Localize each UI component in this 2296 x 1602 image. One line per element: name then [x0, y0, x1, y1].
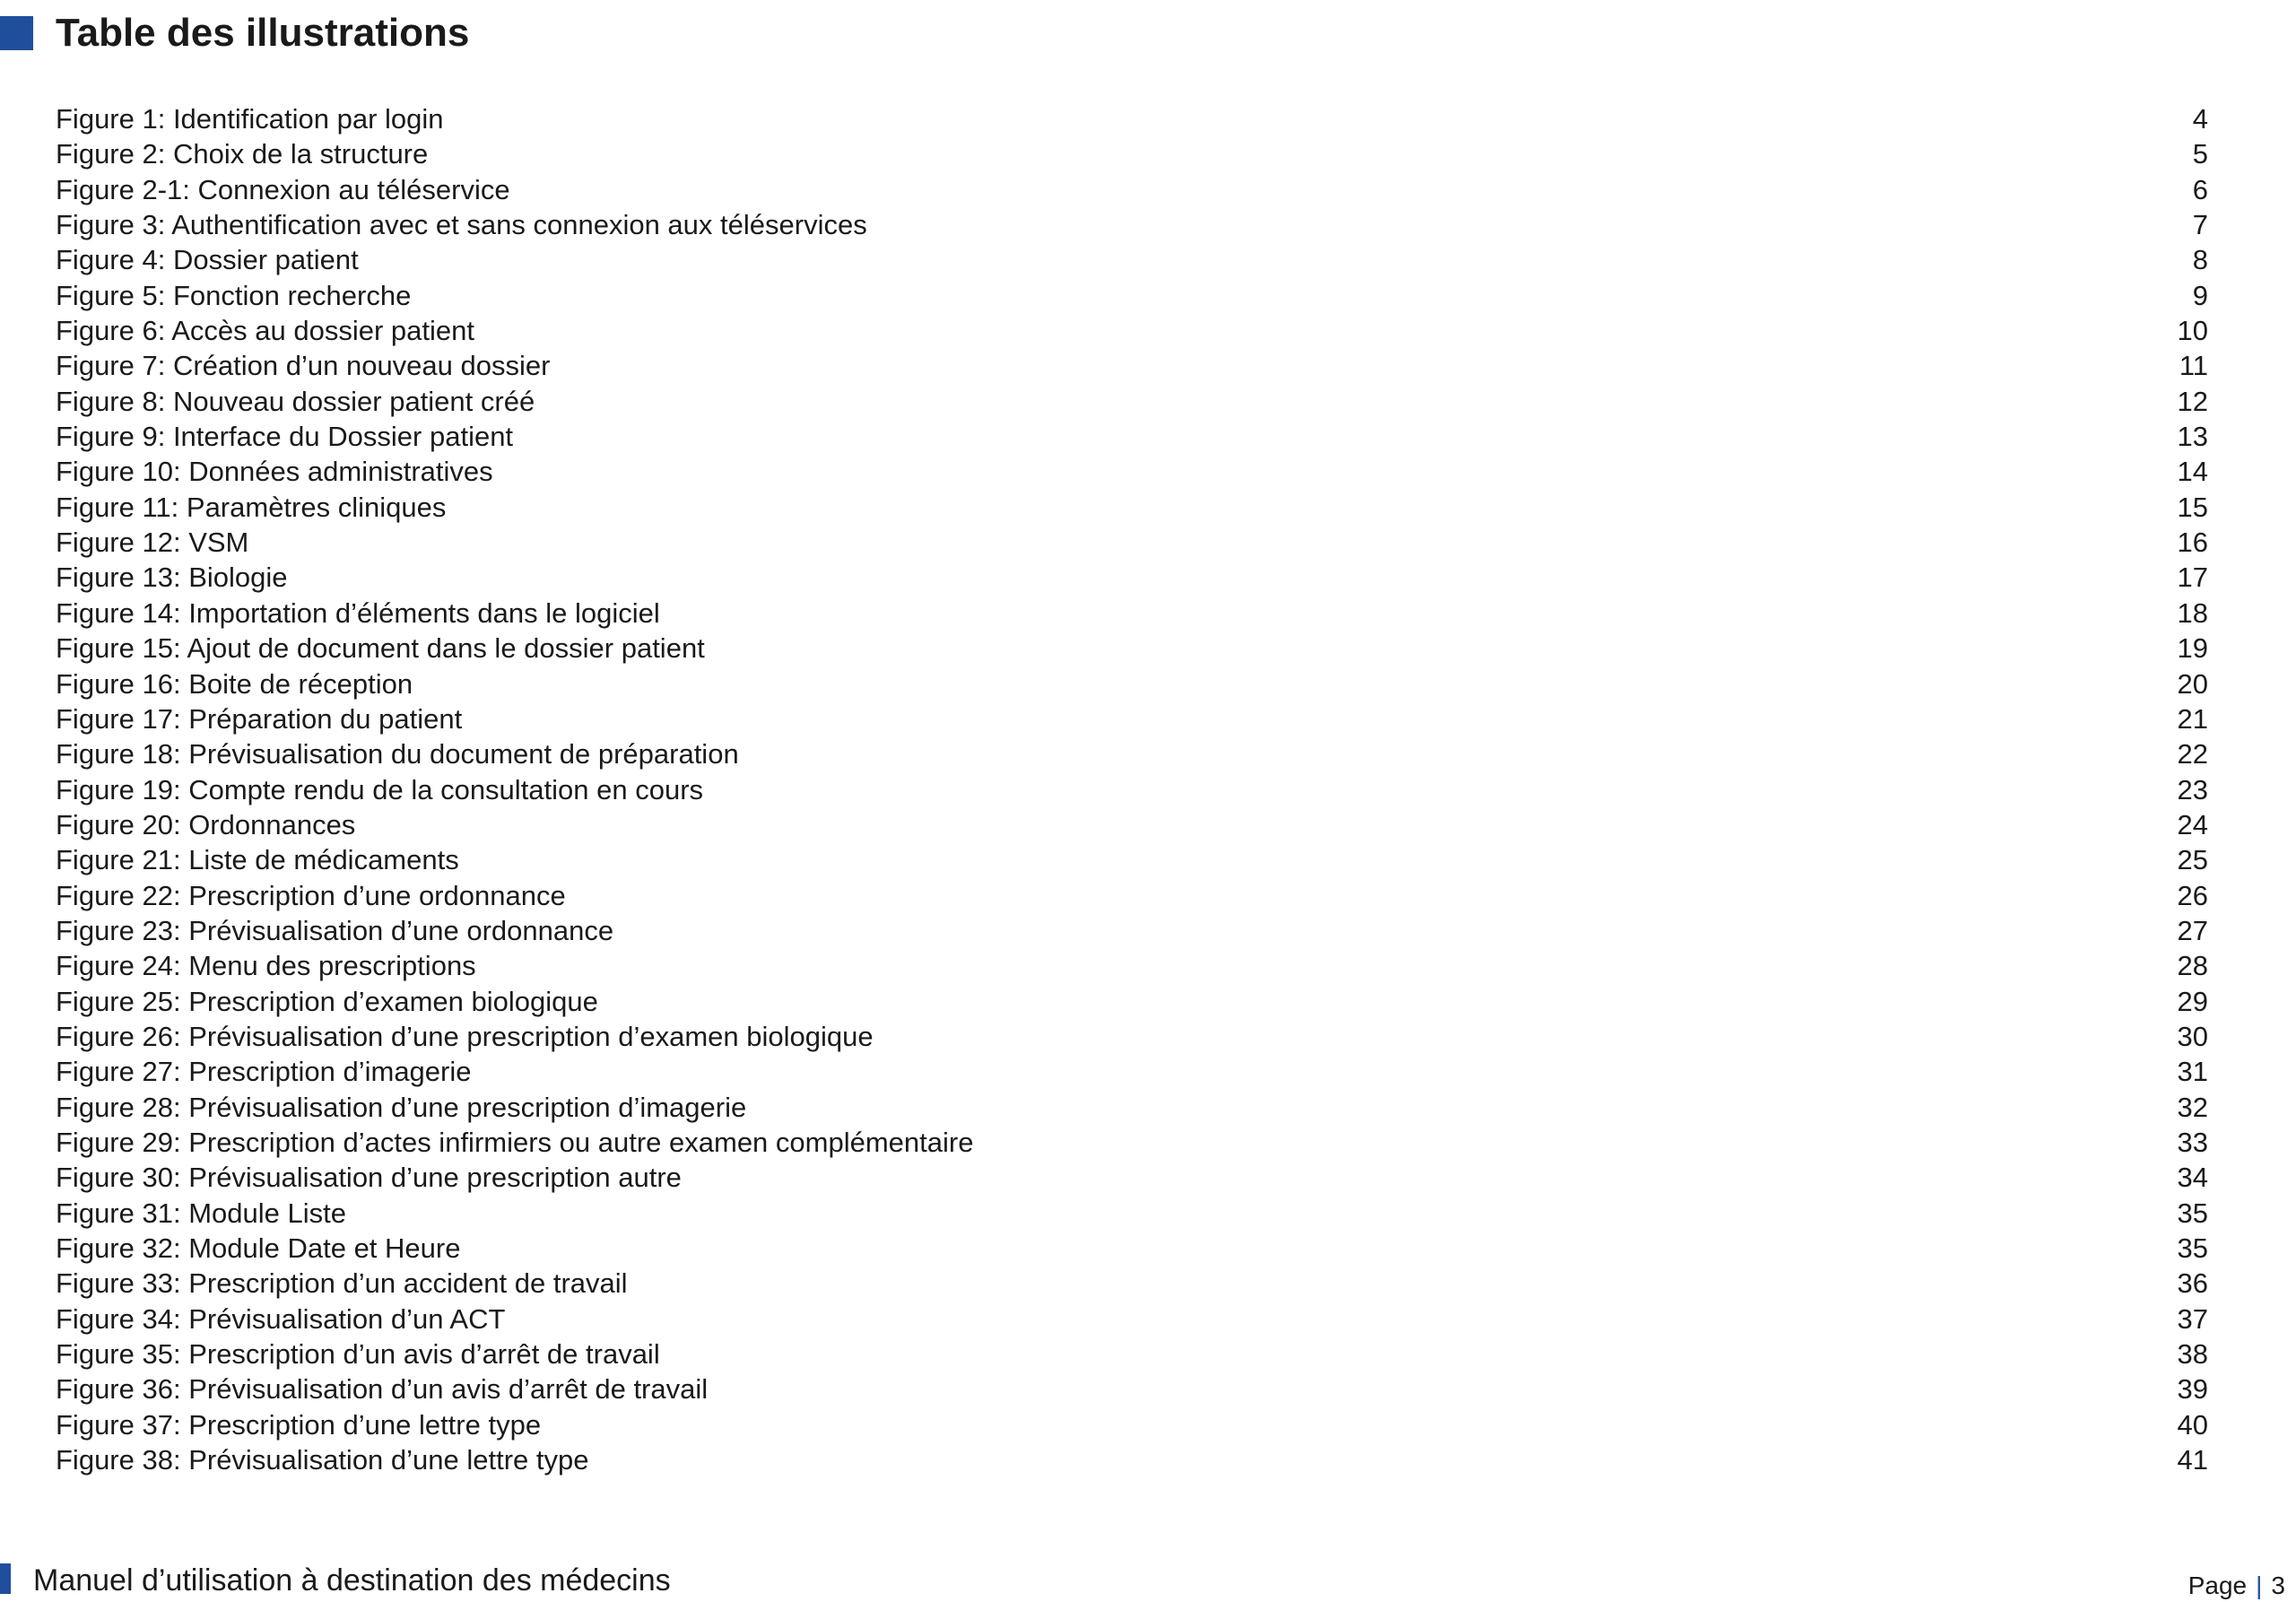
toc-entry-label: Figure 2: Choix de la structure — [56, 138, 429, 170]
toc-entry[interactable] — [56, 913, 2208, 948]
toc-entry[interactable] — [56, 136, 2208, 171]
toc-entry[interactable] — [56, 842, 2208, 877]
toc-entry-page-number: 35 — [2177, 1197, 2208, 1229]
toc-entry[interactable] — [56, 1407, 2208, 1442]
toc-entry-label: Figure 23: Prévisualisation d’une ordonnance — [56, 914, 614, 946]
toc-entry[interactable] — [56, 384, 2208, 419]
toc-entry-label: Figure 25: Prescription d’examen biologique — [56, 985, 598, 1017]
toc-entry-page-number: 20 — [2177, 667, 2208, 700]
toc-entry-page-number: 22 — [2177, 738, 2208, 771]
toc-entry-label: Figure 28: Prévisualisation d’une prescription d’imagerie — [56, 1091, 747, 1123]
toc-entry[interactable] — [56, 278, 2208, 313]
toc-entry-page-number: 32 — [2177, 1091, 2208, 1123]
toc-entry-label: Figure 2-1: Connexion au téléservice — [56, 173, 510, 205]
toc-entry-page-number: 41 — [2177, 1444, 2208, 1476]
toc-entry-label: Figure 31: Module Liste — [56, 1197, 346, 1229]
toc-entry-page-number: 28 — [2177, 950, 2208, 982]
toc-entry-page-number: 17 — [2177, 562, 2208, 594]
toc-entry-label: Figure 9: Interface du Dossier patient — [56, 421, 514, 453]
toc-entry[interactable] — [56, 1302, 2208, 1336]
toc-entry[interactable] — [56, 807, 2208, 842]
toc-entry-label: Figure 29: Prescription d’actes infirmiers ou autre examen complémentaire — [56, 1126, 974, 1158]
toc-entry[interactable] — [56, 1371, 2208, 1406]
toc-entry-label: Figure 35: Prescription d’un avis d’arrêt de travail — [56, 1338, 660, 1371]
toc-entry-page-number: 16 — [2177, 527, 2208, 559]
toc-entry-page-number: 21 — [2177, 702, 2208, 735]
toc-entry[interactable] — [56, 1160, 2208, 1195]
toc-entry-label: Figure 3: Authentification avec et sans connexion aux téléservices — [56, 209, 867, 241]
toc-entry[interactable] — [56, 736, 2208, 771]
toc-entry[interactable] — [56, 172, 2208, 207]
toc-entry-label: Figure 32: Module Date et Heure — [56, 1232, 461, 1264]
toc-entry[interactable] — [56, 1196, 2208, 1231]
toc-entry-label: Figure 4: Dossier patient — [56, 244, 359, 276]
toc-entry-page-number: 18 — [2177, 596, 2208, 629]
toc-entry-page-number: 29 — [2177, 985, 2208, 1017]
toc-entry[interactable] — [56, 772, 2208, 807]
toc-entry-label: Figure 19: Compte rendu de la consultation en cours — [56, 773, 704, 805]
toc-entry[interactable] — [56, 490, 2208, 525]
footer-page-indicator — [2188, 1570, 2285, 1602]
toc-entry[interactable] — [56, 948, 2208, 983]
toc-entry-label: Figure 13: Biologie — [56, 562, 288, 594]
toc-entry[interactable] — [56, 878, 2208, 913]
toc-entry-page-number: 33 — [2177, 1126, 2208, 1158]
toc-entry[interactable] — [56, 454, 2208, 489]
toc-entry-label: Figure 24: Menu des prescriptions — [56, 950, 476, 982]
toc-entry-page-number: 9 — [2192, 279, 2208, 311]
toc-entry[interactable] — [56, 348, 2208, 383]
toc-entry-page-number: 35 — [2177, 1232, 2208, 1264]
toc-entry-page-number: 19 — [2177, 632, 2208, 665]
toc-entry[interactable] — [56, 1019, 2208, 1054]
toc-entry-page-number: 5 — [2192, 138, 2208, 170]
toc-entry-page-number: 10 — [2177, 315, 2208, 347]
toc-entry-page-number: 4 — [2192, 103, 2208, 135]
toc-entry-page-number: 38 — [2177, 1338, 2208, 1371]
toc-entry-page-number: 26 — [2177, 879, 2208, 911]
toc-entry-label: Figure 26: Prévisualisation d’une prescription d’examen biologique — [56, 1020, 874, 1052]
toc-entry-page-number: 8 — [2192, 244, 2208, 276]
footer-marker — [0, 1563, 11, 1594]
footer-page-label: Page — [2187, 1572, 2248, 1599]
footer-title: Manuel d’utilisation à destination des médecins — [33, 1563, 671, 1598]
toc-entry-page-number: 31 — [2177, 1056, 2208, 1088]
toc-entry[interactable] — [56, 701, 2208, 736]
toc-entry-page-number: 37 — [2177, 1302, 2208, 1335]
title-marker — [0, 16, 33, 50]
toc-entry[interactable] — [56, 419, 2208, 454]
toc-entry-page-number: 6 — [2192, 173, 2208, 205]
toc-entry-page-number: 27 — [2177, 914, 2208, 946]
toc-entry-label: Figure 16: Boite de réception — [56, 667, 413, 700]
toc-entry-label: Figure 8: Nouveau dossier patient créé — [56, 385, 535, 417]
toc-entry-page-number: 36 — [2177, 1267, 2208, 1300]
toc-entry-page-number: 30 — [2177, 1020, 2208, 1052]
toc-entry-page-number: 11 — [2179, 350, 2208, 382]
toc-entry-label: Figure 30: Prévisualisation d’une prescription autre — [56, 1162, 682, 1194]
toc-entry-label: Figure 34: Prévisualisation d’un ACT — [56, 1302, 506, 1335]
toc-entry[interactable] — [56, 1125, 2208, 1160]
toc-entry-label: Figure 6: Accès au dossier patient — [56, 315, 474, 347]
toc-entry-label: Figure 38: Prévisualisation d’une lettre type — [56, 1444, 589, 1476]
toc-entry-page-number: 14 — [2177, 456, 2208, 488]
toc-entry[interactable] — [56, 1231, 2208, 1266]
toc-entry-label: Figure 36: Prévisualisation d’un avis d’arrêt de travail — [56, 1373, 709, 1406]
toc-entry-page-number: 24 — [2177, 808, 2208, 840]
footer-page-separator: | — [2256, 1572, 2263, 1599]
toc-entry-label: Figure 11: Paramètres cliniques — [56, 491, 447, 523]
toc-entry-page-number: 39 — [2177, 1373, 2208, 1406]
toc-entry-page-number: 25 — [2177, 844, 2208, 876]
toc-entry[interactable] — [56, 313, 2208, 348]
toc-entry-label: Figure 21: Liste de médicaments — [56, 844, 459, 876]
toc-entry-label: Figure 10: Données administratives — [56, 456, 493, 488]
toc-entry[interactable] — [56, 596, 2208, 631]
figure-list — [56, 101, 2208, 1477]
toc-entry[interactable] — [56, 242, 2208, 277]
footer-page-number: 3 — [2271, 1572, 2285, 1599]
toc-entry-label: Figure 17: Préparation du patient — [56, 702, 463, 735]
toc-entry-page-number: 23 — [2177, 773, 2208, 805]
toc-entry-label: Figure 1: Identification par login — [56, 103, 444, 135]
toc-entry[interactable] — [56, 1442, 2208, 1477]
toc-entry-label: Figure 5: Fonction recherche — [56, 279, 412, 311]
toc-entry-label: Figure 18: Prévisualisation du document de préparation — [56, 738, 739, 771]
toc-entry-label: Figure 14: Importation d’éléments dans le logiciel — [56, 596, 660, 629]
toc-entry-page-number: 15 — [2177, 491, 2208, 523]
toc-entry[interactable] — [56, 1266, 2208, 1301]
toc-entry-page-number: 12 — [2177, 385, 2208, 417]
toc-entry[interactable] — [56, 560, 2208, 595]
page-title: Table des illustrations — [56, 11, 470, 55]
toc-entry-page-number: 13 — [2177, 421, 2208, 453]
toc-entry[interactable] — [56, 101, 2208, 136]
toc-entry-page-number: 7 — [2192, 209, 2208, 241]
toc-entry-page-number: 34 — [2177, 1162, 2208, 1194]
toc-entry-label: Figure 27: Prescription d’imagerie — [56, 1056, 472, 1088]
toc-entry[interactable] — [56, 1054, 2208, 1089]
toc-entry[interactable] — [56, 1336, 2208, 1371]
toc-entry[interactable] — [56, 1090, 2208, 1125]
toc-entry-label: Figure 20: Ordonnances — [56, 808, 356, 840]
toc-entry[interactable] — [56, 631, 2208, 666]
toc-entry-page-number: 40 — [2177, 1408, 2208, 1441]
toc-entry-label: Figure 15: Ajout de document dans le dossier patient — [56, 632, 705, 665]
toc-entry[interactable] — [56, 666, 2208, 701]
toc-entry[interactable] — [56, 984, 2208, 1019]
toc-entry-label: Figure 7: Création d’un nouveau dossier — [56, 350, 551, 382]
toc-entry[interactable] — [56, 525, 2208, 560]
toc-entry[interactable] — [56, 207, 2208, 242]
toc-entry-label: Figure 12: VSM — [56, 527, 249, 559]
toc-entry-label: Figure 22: Prescription d’une ordonnance — [56, 879, 566, 911]
toc-entry-label: Figure 37: Prescription d’une lettre type — [56, 1408, 542, 1441]
toc-entry-label: Figure 33: Prescription d’un accident de travail — [56, 1267, 628, 1300]
